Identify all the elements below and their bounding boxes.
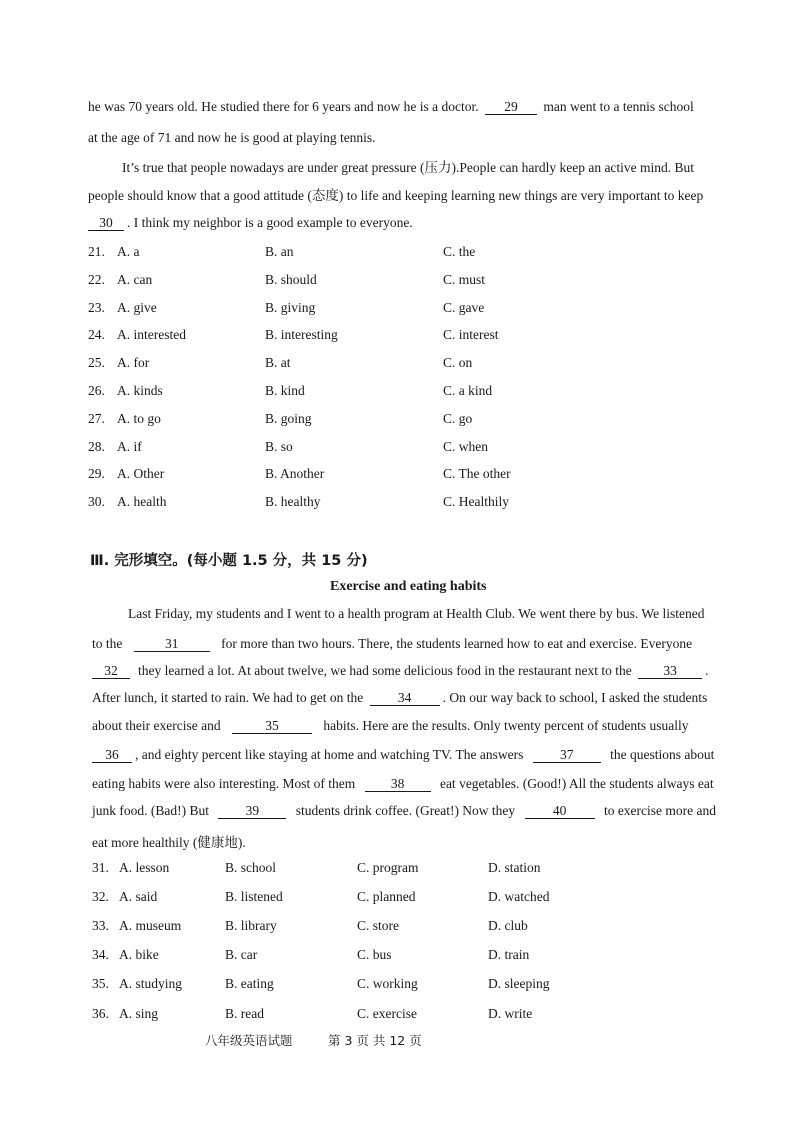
option-a[interactable]: A. a xyxy=(117,244,140,259)
question-number: 33. xyxy=(92,918,109,933)
option-c[interactable]: C. the xyxy=(443,244,476,259)
option-b[interactable]: B. car xyxy=(225,947,258,962)
option-a[interactable]: A. said xyxy=(119,889,158,904)
question-number: 22. xyxy=(88,272,105,287)
passage-line: eat more healthily (健康地). xyxy=(92,835,246,850)
option-d[interactable]: D. write xyxy=(488,1006,533,1021)
passage-line: at the age of 71 and now he is good at playing tennis. xyxy=(88,130,376,145)
blank-39[interactable]: 39 xyxy=(218,803,286,819)
option-d[interactable]: D. club xyxy=(488,918,528,933)
passage-line: people should know that a good attitude (态度) to life and keeping learning new things are very important to keep xyxy=(88,188,704,203)
blank-36[interactable]: 36 xyxy=(92,747,132,763)
question-number: 27. xyxy=(88,411,105,426)
blank-37[interactable]: 37 xyxy=(533,747,601,763)
option-a[interactable]: A. for xyxy=(117,355,150,370)
question-number: 23. xyxy=(88,300,105,315)
option-a[interactable]: A. interested xyxy=(117,327,186,342)
question-number: 34. xyxy=(92,947,109,962)
blank-33[interactable]: 33 xyxy=(638,663,702,679)
option-b[interactable]: B. interesting xyxy=(265,327,338,342)
option-c[interactable]: C. gave xyxy=(443,300,485,315)
passage-line: about their exercise and 35 habits. Here are the results. Only twenty percent of students usually xyxy=(92,718,689,733)
footer-page-number: 第 3 页 共 12 页 xyxy=(328,1033,422,1048)
option-a[interactable]: A. museum xyxy=(119,918,182,933)
option-b[interactable]: B. read xyxy=(225,1006,264,1021)
passage-line: junk food. (Bad!) But 39 students drink coffee. (Great!) Now they 40 to exercise more and xyxy=(92,803,717,818)
option-a[interactable]: A. lesson xyxy=(119,860,170,875)
option-d[interactable]: D. station xyxy=(488,860,541,875)
option-b[interactable]: B. giving xyxy=(265,300,316,315)
option-c[interactable]: C. planned xyxy=(357,889,416,904)
option-c[interactable]: C. a kind xyxy=(443,383,493,398)
passage-title: Exercise and eating habits xyxy=(330,579,487,594)
blank-38[interactable]: 38 xyxy=(365,776,431,792)
option-c[interactable]: C. go xyxy=(443,411,473,426)
question-number: 31. xyxy=(92,860,109,875)
option-c[interactable]: C. must xyxy=(443,272,486,287)
option-a[interactable]: A. studying xyxy=(119,976,183,991)
question-number: 28. xyxy=(88,439,105,454)
question-number: 21. xyxy=(88,244,105,259)
blank-29[interactable]: 29 xyxy=(485,99,537,115)
option-b[interactable]: B. eating xyxy=(225,976,274,991)
option-a[interactable]: A. if xyxy=(117,439,142,454)
option-d[interactable]: D. sleeping xyxy=(488,976,550,991)
option-b[interactable]: B. going xyxy=(265,411,312,426)
option-c[interactable]: C. when xyxy=(443,439,488,454)
option-b[interactable]: B. library xyxy=(225,918,277,933)
passage-line: eating habits were also interesting. Most of them 38 eat vegetables. (Good!) All the students always eat xyxy=(92,776,714,791)
passage-line: It’s true that people nowadays are under great pressure (压力).People can hardly keep an active mind. But xyxy=(122,160,695,175)
question-number: 30. xyxy=(88,494,105,509)
blank-30[interactable]: 30 xyxy=(88,215,124,231)
option-a[interactable]: A. give xyxy=(117,300,157,315)
option-c[interactable]: C. bus xyxy=(357,947,392,962)
passage-line: 36 , and eighty percent like staying at home and watching TV. The answers 37 the questions about xyxy=(92,747,714,763)
option-b[interactable]: B. should xyxy=(265,272,317,287)
footer-subject: 八年级英语试题 xyxy=(205,1033,293,1048)
option-b[interactable]: B. so xyxy=(265,439,293,454)
option-d[interactable]: D. train xyxy=(488,947,530,962)
passage-line: he was 70 years old. He studied there for 6 years and now he is a doctor. 29 man went to a tennis school xyxy=(88,99,694,114)
option-c[interactable]: C. The other xyxy=(443,466,511,481)
option-a[interactable]: A. health xyxy=(117,494,167,509)
option-c[interactable]: C. store xyxy=(357,918,399,933)
blank-31[interactable]: 31 xyxy=(134,636,210,652)
option-a[interactable]: A. kinds xyxy=(117,383,163,398)
question-number: 35. xyxy=(92,976,109,991)
passage-line: Last Friday, my students and I went to a health program at Health Club. We went there by bus. We listened xyxy=(128,606,705,621)
question-number: 24. xyxy=(88,327,105,342)
question-number: 36. xyxy=(92,1006,109,1021)
option-a[interactable]: A. bike xyxy=(119,947,159,962)
option-a[interactable]: A. to go xyxy=(117,411,161,426)
passage-line: 30 . I think my neighbor is a good example to everyone. xyxy=(88,215,413,231)
option-c[interactable]: C. interest xyxy=(443,327,499,342)
option-d[interactable]: D. watched xyxy=(488,889,550,904)
blank-32[interactable]: 32 xyxy=(92,663,130,679)
question-number: 32. xyxy=(92,889,109,904)
section-heading: Ⅲ. 完形填空。(每小题 1.5 分，共 15 分) xyxy=(90,553,368,569)
option-a[interactable]: A. can xyxy=(117,272,153,287)
option-b[interactable]: B. healthy xyxy=(265,494,321,509)
blank-35[interactable]: 35 xyxy=(232,718,312,734)
question-number: 26. xyxy=(88,383,105,398)
question-number: 29. xyxy=(88,466,105,481)
option-c[interactable]: C. Healthily xyxy=(443,494,509,509)
passage-line: 32 they learned a lot. At about twelve, we had some delicious food in the restaurant next to the 33 . xyxy=(92,663,708,679)
passage-line: After lunch, it started to rain. We had to get on the 34 . On our way back to school, I asked the students xyxy=(92,690,708,705)
blank-40[interactable]: 40 xyxy=(525,803,595,819)
option-b[interactable]: B. Another xyxy=(265,466,325,481)
option-b[interactable]: B. at xyxy=(265,355,291,370)
question-number: 25. xyxy=(88,355,105,370)
passage-line: to the 31 for more than two hours. There, the students learned how to eat and exercise. Everyone xyxy=(92,636,693,651)
option-a[interactable]: A. Other xyxy=(117,466,165,481)
option-b[interactable]: B. kind xyxy=(265,383,305,398)
option-c[interactable]: C. exercise xyxy=(357,1006,417,1021)
option-c[interactable]: C. working xyxy=(357,976,418,991)
blank-34[interactable]: 34 xyxy=(370,690,440,706)
option-b[interactable]: B. school xyxy=(225,860,277,875)
option-a[interactable]: A. sing xyxy=(119,1006,159,1021)
option-c[interactable]: C. on xyxy=(443,355,473,370)
option-b[interactable]: B. an xyxy=(265,244,294,259)
option-b[interactable]: B. listened xyxy=(225,889,283,904)
option-c[interactable]: C. program xyxy=(357,860,419,875)
